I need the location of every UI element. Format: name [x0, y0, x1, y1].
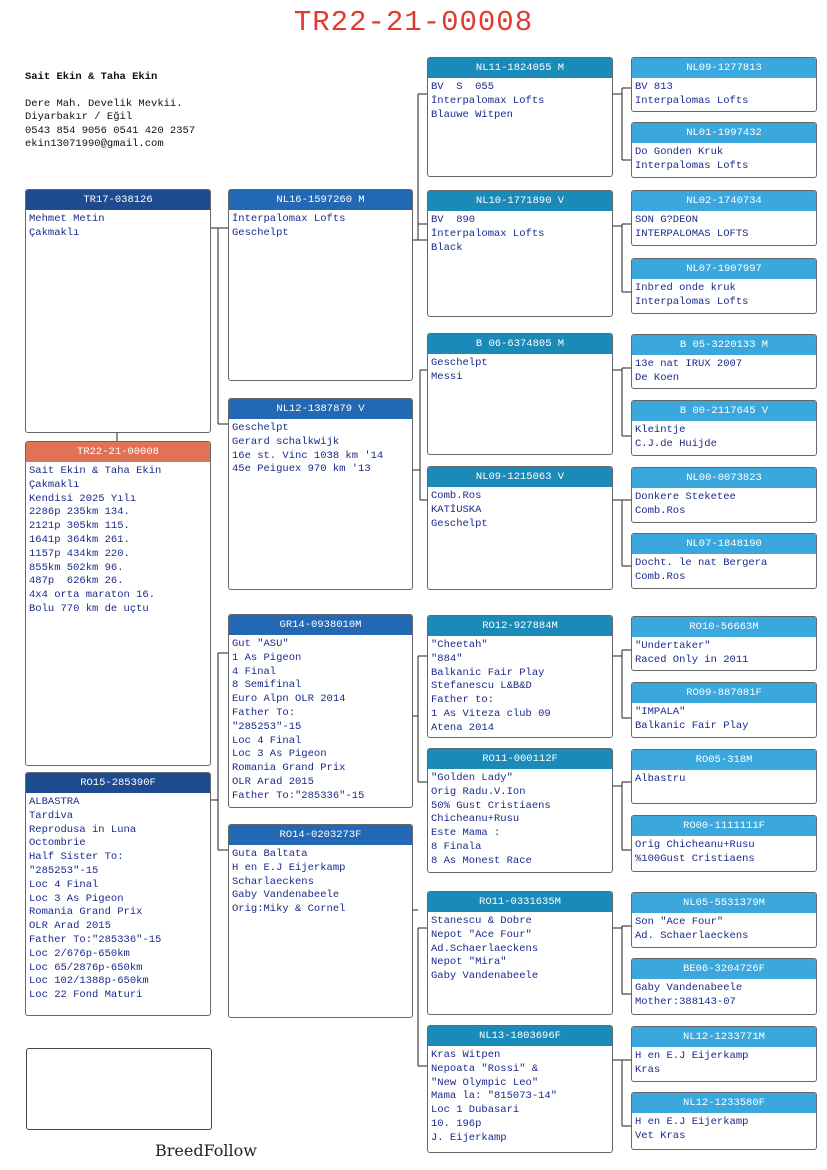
dam-sire-ring-number: B 06-6374805 M — [428, 334, 612, 354]
dam-ring-number: NL12-1387879 V — [229, 399, 412, 419]
breeder-ring-number: TR17-038126 — [26, 190, 210, 210]
breeder-card — [25, 189, 211, 433]
pedigree-title: TR22-21-00008 — [293, 6, 534, 39]
owner-name: Sait Ekin & Taha Ekin — [25, 70, 158, 83]
great-grandparent-card — [631, 682, 817, 738]
sire-card — [228, 189, 413, 381]
ggp-info: Son "Ace Four" Ad. Schaerlaeckens — [635, 916, 749, 942]
sire-sire-info: BV S 055 İnterpalomax Lofts Blauwe Witpen — [431, 81, 545, 121]
dam-sire-info: Geschelpt Messi — [431, 357, 488, 383]
partner-sire-sire-info: "Cheetah" "884" Balkanic Fair Play Stefanescu L&B&D Father to: 1 As Viteza club 09 Atena 2014 — [431, 639, 551, 734]
subject-info: Sait Ekin & Taha Ekin Çakmaklı Kendisi 2025 Yılı 2286p 235km 134. 2121p 305km 115. 1641p 364km 261. 1157p 434km 220. 855km 502km 96. 487p 626km 26. 4x4 orta maraton 16. Bolu 770 km de uçtu — [29, 465, 162, 615]
partner-dam-dam-card — [427, 1025, 613, 1153]
great-grandparent-card — [631, 190, 817, 246]
great-grandparent-card — [631, 958, 817, 1015]
partner-info: ALBASTRA Tardiva Reprodusa in Luna Octombrie Half Sister To: "285253"-15 Loc 4 Final Loc 3 As Pigeon Romania Grand Prix OLR Arad 2015 Father To:"285336"-15 Loc 2/676p-650km Loc 65/2876p-650km Loc 102/1388p-650km Loc 22 Fond Maturi — [29, 796, 162, 1002]
ggp-info: Kleintje C.J.de Huijde — [635, 424, 717, 450]
ggp-ring-number: RO10-56663M — [632, 617, 816, 637]
ggp-ring-number: RO09-887081F — [632, 683, 816, 703]
notes-box — [26, 1048, 212, 1130]
breeder-info: Mehmet Metin Çakmaklı — [29, 213, 105, 239]
ggp-ring-number: B 05-3220133 M — [632, 335, 816, 355]
partner-ring-number: RO15-285390F — [26, 773, 210, 793]
subject-ring-number: TR22-21-00008 — [26, 442, 210, 462]
ggp-info: Inbred onde kruk Interpalomas Lofts — [635, 282, 749, 308]
ggp-ring-number: NL01-1997432 — [632, 123, 816, 143]
sire-ring-number: NL16-1597260 M — [229, 190, 412, 210]
great-grandparent-card — [631, 533, 817, 589]
great-grandparent-card — [631, 122, 817, 178]
ggp-ring-number: NL09-1277813 — [632, 58, 816, 78]
partner-sire-sire-card — [427, 615, 613, 738]
partner-sire-ring-number: GR14-0938010M — [229, 615, 412, 635]
dam-dam-info: Comb.Ros KATİUSKA Geschelpt — [431, 490, 488, 530]
sire-info: İnterpalomax Lofts Geschelpt — [232, 213, 346, 239]
sire-dam-ring-number: NL10-1771890 V — [428, 191, 612, 211]
ggp-info: Docht. le nat Bergera Comb.Ros — [635, 557, 768, 583]
partner-sire-card — [228, 614, 413, 808]
ggp-ring-number: NL00-0073823 — [632, 468, 816, 488]
partner-sire-dam-card — [427, 748, 613, 873]
partner-dam-info: Guta Baltata H en E.J Eijerkamp Scharlaeckens Gaby Vandenabeele Orig:Miky & Cornel — [232, 848, 346, 916]
ggp-ring-number: BE06-3204726F — [632, 959, 816, 979]
ggp-ring-number: RO05-318M — [632, 750, 816, 770]
dam-dam-card — [427, 466, 613, 590]
partner-card — [25, 772, 211, 1016]
partner-dam-sire-card — [427, 891, 613, 1015]
brand-footer: BreedFollow — [154, 1141, 257, 1160]
dam-sire-card — [427, 333, 613, 455]
great-grandparent-card — [631, 1092, 817, 1150]
ggp-ring-number: RO00-1111111F — [632, 816, 816, 836]
ggp-info: H en E.J Eijerkamp Kras — [635, 1050, 749, 1076]
ggp-info: Gaby Vandenabeele Mother:388143-07 — [635, 982, 743, 1008]
ggp-info: BV 813 Interpalomas Lofts — [635, 81, 749, 107]
dam-dam-ring-number: NL09-1215063 V — [428, 467, 612, 487]
great-grandparent-card — [631, 749, 817, 804]
dam-info: Geschelpt Gerard schalkwijk 16e st. Vinc 1038 km '14 45e Peiguex 970 km '13 — [232, 422, 384, 476]
partner-sire-dam-ring-number: RO11-000112F — [428, 749, 612, 769]
sire-sire-ring-number: NL11-1824055 M — [428, 58, 612, 78]
ggp-ring-number: NL05-5531379M — [632, 893, 816, 913]
ggp-info: Donkere Steketee Comb.Ros — [635, 491, 736, 517]
subject-card — [25, 441, 211, 766]
ggp-ring-number: NL07-1907997 — [632, 259, 816, 279]
partner-dam-dam-info: Kras Witpen Nepoata "Rossi" & "New Olympic Leo" Mama la: "815073-14" Loc 1 Dubasari 10. 196p J. Eijerkamp — [431, 1049, 558, 1144]
ggp-ring-number: NL02-1740734 — [632, 191, 816, 211]
ggp-ring-number: B 00-2117645 V — [632, 401, 816, 421]
dam-card — [228, 398, 413, 590]
ggp-info: Albastru — [635, 773, 686, 785]
ggp-info: Orig Chicheanu+Rusu %100Gust Cristiaens — [635, 839, 755, 865]
partner-dam-sire-info: Stanescu & Dobre Nepot "Ace Four" Ad.Schaerlaeckens Nepot "Mira" Gaby Vandenabeele — [431, 915, 539, 983]
sire-dam-info: BV 890 İnterpalomax Lofts Black — [431, 214, 545, 254]
ggp-ring-number: NL12-1233771M — [632, 1027, 816, 1047]
ggp-info: Do Gonden Kruk Interpalomas Lofts — [635, 146, 749, 172]
great-grandparent-card — [631, 57, 817, 112]
partner-sire-info: Gut "ASU" 1 As Pigeon 4 Final 8 Semifinal Euro Alpn OLR 2014 Father To: "285253"-15 Loc 4 Final Loc 3 As Pigeon Romania Grand Prix OLR Arad 2015 Father To:"285336"-15 — [232, 638, 365, 802]
owner-details: Dere Mah. Develik Mevkii. Diyarbakır / Eğil 0543 854 9056 0541 420 2357 ekin13071990@gmail.com — [25, 97, 196, 150]
great-grandparent-card — [631, 258, 817, 314]
great-grandparent-card — [631, 400, 817, 456]
ggp-ring-number: NL12-1233580F — [632, 1093, 816, 1113]
ggp-info: 13e nat IRUX 2007 De Koen — [635, 358, 743, 384]
partner-sire-sire-ring-number: RO12-927884M — [428, 616, 612, 636]
partner-dam-ring-number: RO14-0203273F — [229, 825, 412, 845]
ggp-ring-number: NL07-1848190 — [632, 534, 816, 554]
partner-dam-sire-ring-number: RO11-0331635M — [428, 892, 612, 912]
great-grandparent-card — [631, 815, 817, 872]
great-grandparent-card — [631, 1026, 817, 1082]
great-grandparent-card — [631, 467, 817, 523]
sire-dam-card — [427, 190, 613, 317]
ggp-info: "IMPALA" Balkanic Fair Play — [635, 706, 749, 732]
ggp-info: H en E.J Eijerkamp Vet Kras — [635, 1116, 749, 1142]
great-grandparent-card — [631, 616, 817, 671]
partner-dam-dam-ring-number: NL13-1803696F — [428, 1026, 612, 1046]
sire-sire-card — [427, 57, 613, 177]
partner-dam-card — [228, 824, 413, 1018]
partner-sire-dam-info: "Golden Lady" Orig Radu.V.Ion 50% Gust Cristiaens Chicheanu+Rusu Este Mama : 8 Finala 8 As Monest Race — [431, 772, 551, 867]
great-grandparent-card — [631, 892, 817, 948]
ggp-info: SON G?DEON INTERPALOMAS LOFTS — [635, 214, 749, 240]
great-grandparent-card — [631, 334, 817, 389]
ggp-info: "Undertaker" Raced Only in 2011 — [635, 640, 749, 666]
